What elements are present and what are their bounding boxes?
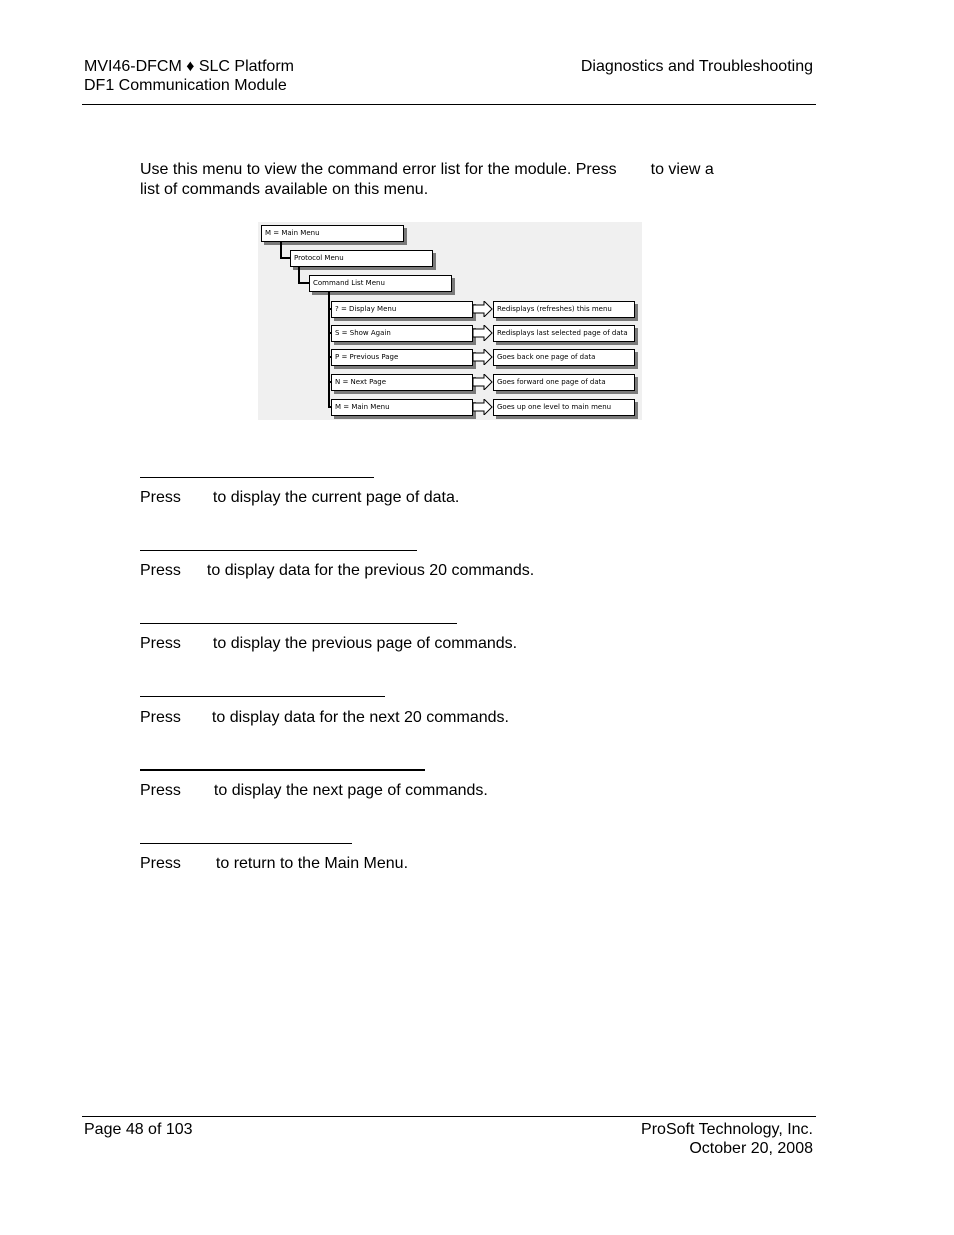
section-heading-rule (140, 696, 385, 697)
arrow-right-icon (472, 325, 493, 341)
press-label: Press (140, 855, 181, 872)
section-previous-page (140, 634, 517, 654)
section-description: to return to the Main Menu. (215, 855, 409, 872)
section-display-data (140, 488, 459, 508)
diagram-desc-previous-page: Goes back one page of data (493, 349, 635, 366)
header-rule (82, 104, 816, 105)
connector-line (298, 282, 309, 284)
diagram-main-menu-box: M = Main Menu (261, 225, 404, 242)
footer-rule (82, 1116, 816, 1117)
section-description: to display data for the next 20 commands. (211, 709, 509, 726)
diagram-protocol-menu-box: Protocol Menu (290, 250, 433, 267)
arrow-right-icon (472, 374, 493, 390)
footer-page-number: Page 48 of 103 (84, 1121, 193, 1138)
section-previous-20-commands (140, 561, 534, 581)
section-description: to display the next page of commands. (213, 782, 488, 799)
diagram-desc-main-menu: Goes up one level to main menu (493, 399, 635, 416)
section-description: to display the previous page of commands. (212, 635, 518, 652)
footer-date: October 20, 2008 (689, 1140, 813, 1157)
connector-line (280, 257, 290, 259)
header-product-subtitle: DF1 Communication Module (84, 77, 287, 94)
section-heading-rule (140, 769, 425, 771)
press-label: Press (140, 709, 181, 726)
diagram-desc-display-menu: Redisplays (refreshes) this menu (493, 301, 635, 318)
section-next-20-commands (140, 708, 509, 728)
diagram-item-previous-page: P = Previous Page (331, 349, 473, 366)
arrow-right-icon (472, 399, 493, 415)
intro-paragraph (140, 160, 780, 200)
header-product-title: MVI46-DFCM ♦ SLC Platform (84, 58, 294, 75)
intro-text-line2: list of commands available on this menu. (140, 181, 429, 198)
diagram-desc-next-page: Goes forward one page of data (493, 374, 635, 391)
press-label: Press (140, 635, 181, 652)
section-heading-rule (140, 843, 352, 844)
section-description: to display the current page of data. (212, 489, 460, 506)
diagram-item-display-menu: ? = Display Menu (331, 301, 473, 318)
press-label: Press (140, 562, 181, 579)
diagram-item-main-menu: M = Main Menu (331, 399, 473, 416)
section-main-menu (140, 854, 408, 874)
section-heading-rule (140, 550, 417, 551)
diagram-item-next-page: N = Next Page (331, 374, 473, 391)
intro-text-part1: Use this menu to view the command error list for the module. Press (140, 161, 617, 178)
press-label: Press (140, 489, 181, 506)
arrow-right-icon (472, 349, 493, 365)
diagram-item-show-again: S = Show Again (331, 325, 473, 342)
press-label: Press (140, 782, 181, 799)
header-section-title: Diagnostics and Troubleshooting (580, 58, 813, 75)
arrow-right-icon (472, 301, 493, 317)
intro-text-part2: to view a (650, 161, 714, 178)
section-description: to display data for the previous 20 commands. (206, 562, 535, 579)
diagram-command-list-menu-box: Command List Menu (309, 275, 452, 292)
diagram-desc-show-again: Redisplays last selected page of data (493, 325, 635, 342)
section-heading-rule (140, 477, 374, 478)
menu-diagram (258, 222, 642, 420)
section-next-page (140, 781, 488, 801)
section-heading-rule (140, 623, 457, 624)
footer-company: ProSoft Technology, Inc. (641, 1121, 813, 1138)
